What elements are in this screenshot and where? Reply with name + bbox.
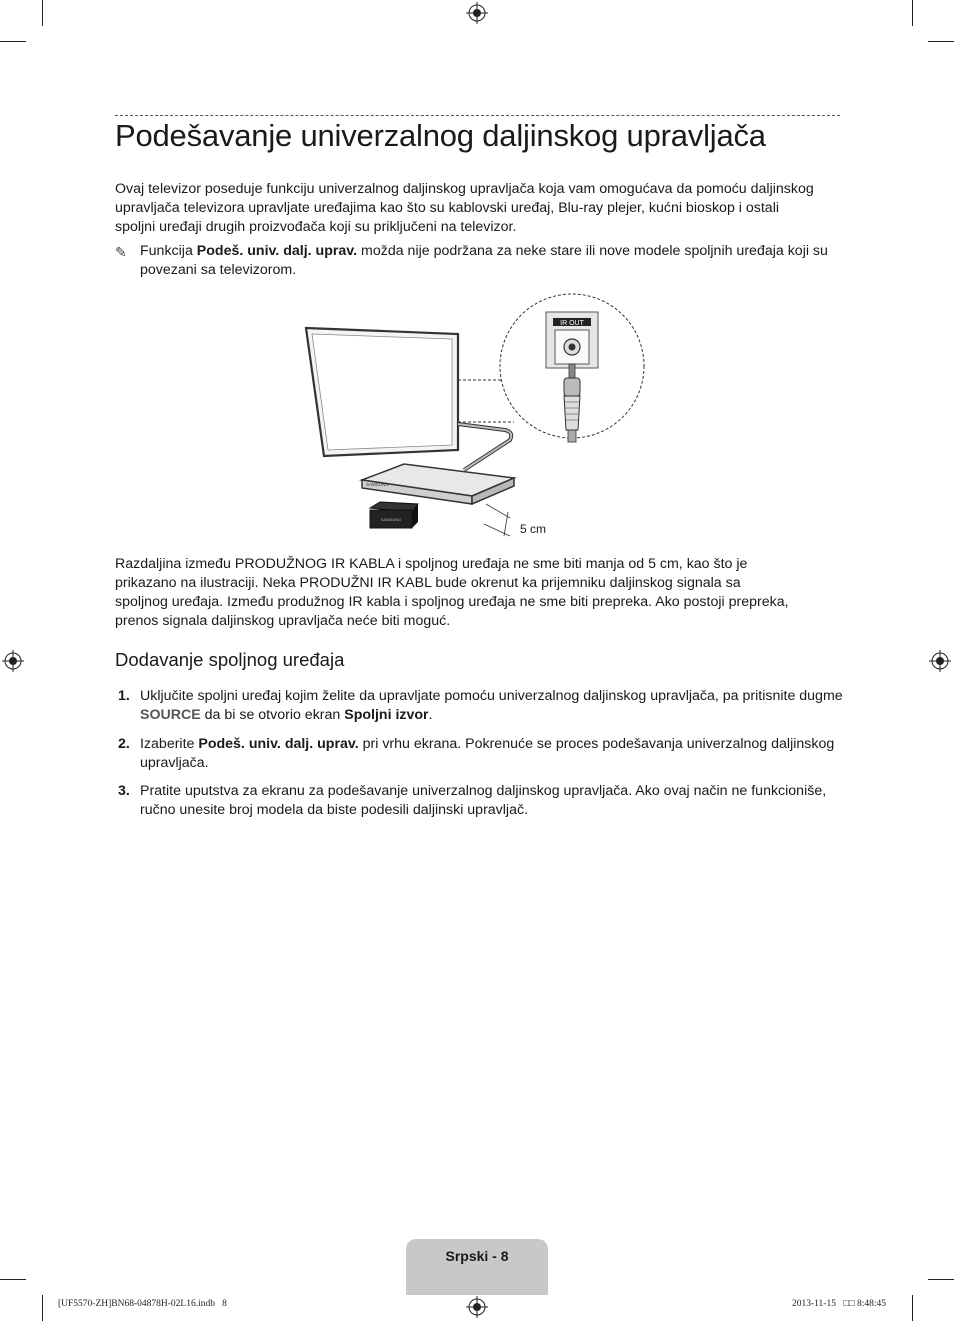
- page-number-label: Srpski - 8: [445, 1248, 509, 1264]
- step-number: 3.: [118, 783, 130, 799]
- step-text: Uključite spoljni uređaj kojim želite da upravljate pomoću univerzalnog daljinskog upravljača, pa pritisnite dugme SOURCE da bi se otvorio ekran Spoljni izvor.: [140, 688, 843, 723]
- connection-illustration: [300, 290, 660, 540]
- crop-mark-top-right-h: [928, 41, 954, 42]
- step-number: 2.: [118, 736, 130, 752]
- crop-mark-bottom-left-h: [0, 1279, 26, 1280]
- distance-label: 5 cm: [520, 522, 547, 536]
- crop-mark-top-left-h: [0, 41, 26, 42]
- intro-paragraph: Ovaj televizor poseduje funkciju univerzalnog daljinskog upravljača koja vam omogućava da pomoću daljinskog upravljača televizora upravljate uređajima kao što su kablovski uređaj, Blu-ray plejer, kućni bioskop i ostali spoljni uređaji drugih proizvođača koji su priključeni na televizor.: [115, 181, 814, 235]
- crop-mark-bottom-right-h: [928, 1279, 954, 1280]
- registration-mark-icon: [466, 1296, 488, 1318]
- ir-out-port-icon: [546, 312, 598, 368]
- print-date-info: 2013-11-15 □□ 8:48:45: [792, 1299, 886, 1309]
- crop-mark-bottom-left-v: [42, 1295, 43, 1321]
- note-feature-name: Podeš. univ. dalj. uprav.: [196, 243, 358, 259]
- pencil-note-icon: ✎: [115, 244, 127, 260]
- svg-text:IR OUT: IR OUT: [560, 320, 584, 327]
- section-subheading: Dodavanje spoljnog uređaja: [115, 649, 345, 670]
- menu-name: Podeš. univ. dalj. uprav.: [198, 736, 359, 752]
- svg-text:SAMSUNG: SAMSUNG: [366, 482, 389, 487]
- note-text: Funkcija Podeš. univ. dalj. uprav. možda nije podržana za neke stare ili nove modele spoljnih uređaja koji su povezani sa televizorom.: [140, 243, 828, 278]
- step-text: Izaberite Podeš. univ. dalj. uprav. pri vrhu ekrana. Pokrenuće se proces podešavanja univerzalnog daljinskog upravljača.: [140, 736, 835, 771]
- page-title: Podešavanje univerzalnog daljinskog upravljača: [115, 118, 766, 153]
- tv-icon: [306, 328, 458, 456]
- step-text: Pratite uputstva za ekranu za podešavanje univerzalnog daljinskog upravljača. Ako ovaj način ne funkcioniše, ručno unesite broj modela da biste podesili daljinski upravljač.: [140, 783, 827, 818]
- menu-name: Spoljni izvor: [344, 707, 429, 723]
- crop-mark-bottom-right-v: [912, 1295, 913, 1321]
- svg-text:SAMSUNG: SAMSUNG: [380, 517, 402, 522]
- crop-mark-top-left-v: [42, 0, 43, 26]
- ir-blaster-icon: [370, 502, 418, 528]
- registration-mark-icon: [929, 650, 951, 672]
- print-file-info: [UF5570-ZH]BN68-04878H-02L16.indb 8: [58, 1299, 227, 1309]
- registration-mark-icon: [2, 650, 24, 672]
- crop-mark-top-right-v: [912, 0, 913, 26]
- distance-paragraph: Razdaljina između PRODUŽNOG IR KABLA i spoljnog uređaja ne sme biti manja od 5 cm, kao što je prikazano na ilustraciji. Neka PRODUŽNI IR KABL bude okrenut ka prijemniku daljinskog signala sa spoljnog uređaja. Između produžnog IR kabla i spoljnog uređaja ne sme biti prepreka. Ako postoji prepreka, prenos signala daljinskog upravljača neće biti moguć.: [115, 556, 789, 629]
- external-device-icon: [362, 464, 514, 504]
- registration-mark-icon: [466, 2, 488, 24]
- source-button-keyword: SOURCE: [140, 707, 201, 723]
- page-number-tab: [406, 1239, 548, 1295]
- step-number: 1.: [118, 688, 130, 704]
- title-divider: [115, 115, 840, 116]
